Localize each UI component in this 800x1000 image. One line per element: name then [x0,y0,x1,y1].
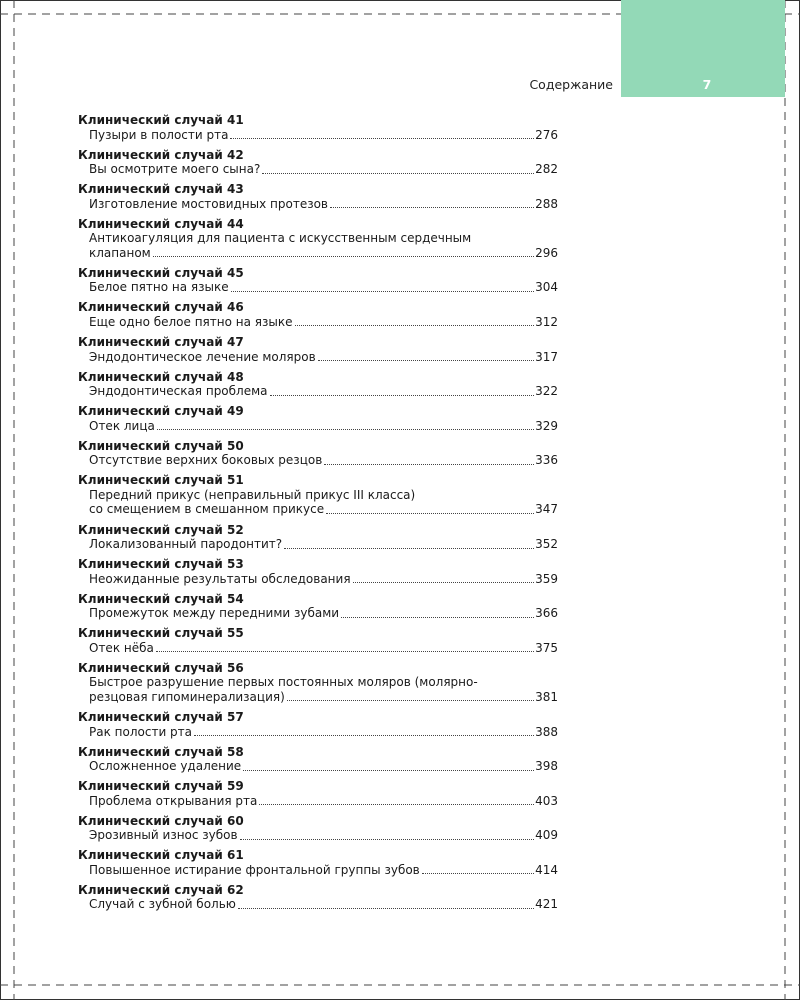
case-heading: Клинический случай 41 [78,113,244,127]
entry-title: Отек лица [89,418,155,433]
entry-page-number: 288 [535,196,558,211]
case-heading: Клинический случай 57 [78,710,244,724]
case-heading: Клинический случай 47 [78,335,244,350]
entry-page-number: 312 [535,314,558,329]
toc-entry[interactable] [78,883,558,912]
dot-leader [262,173,534,174]
case-heading: Клинический случай 44 [78,216,244,231]
entry-title: Случай с зубной болью [89,897,236,912]
entry-page-number: 421 [535,897,558,912]
case-heading: Клинический случай 52 [78,522,244,537]
entry-row [78,863,558,878]
entry-row [78,350,558,365]
toc-entry[interactable] [78,404,558,433]
page-number: 7 [702,77,712,92]
case-heading: Клинический случай 45 [78,265,244,280]
toc-entry[interactable] [78,523,558,552]
entry-page-number: 282 [535,162,558,177]
entry-page-number: 336 [535,453,558,468]
dot-leader [156,651,534,652]
entry-page-number: 304 [535,280,558,295]
case-heading: Клинический случай 60 [78,813,244,828]
entry-page-number: 409 [535,828,558,843]
entry-title: со смещением в смешанном прикусе [89,502,325,517]
toc-entry[interactable] [78,557,558,586]
entry-row [78,725,558,740]
entry-title: Проблема открывания рта [89,793,258,808]
running-header-title: Содержание [529,77,613,92]
toc-entry[interactable] [78,439,558,468]
dot-leader [287,700,534,701]
entry-row [78,759,558,774]
entry-title: Локализованный пародонтит? [89,537,283,552]
dot-leader [284,548,534,549]
dot-leader [324,464,534,465]
toc-entry[interactable] [78,473,558,517]
entry-title: Осложненное удаление [89,759,242,774]
entry-page-number: 381 [535,689,558,704]
toc-entry[interactable] [78,592,558,621]
dot-leader [243,770,534,771]
entry-page-number: 347 [535,502,558,517]
entry-row [78,606,558,621]
dot-leader [240,839,534,840]
entry-row [78,453,558,468]
entry-row [78,128,558,143]
toc-entry[interactable] [78,626,558,655]
entry-page-number: 403 [535,793,558,808]
entry-title-line: Быстрое разрушение первых постоянных моляров (молярно- [89,675,478,690]
case-heading: Клинический случай 49 [78,404,244,419]
dot-leader [341,617,534,618]
dot-leader [153,256,534,257]
case-heading: Клинический случай 50 [78,438,244,453]
entry-page-number: 296 [535,245,558,260]
dot-leader [230,138,534,139]
dot-leader [295,325,535,326]
dot-leader [326,513,534,514]
case-heading: Клинический случай 53 [78,557,244,572]
entry-page-number: 366 [535,606,558,621]
entry-title: Промежуток между передними зубами [89,606,340,621]
toc-entry[interactable] [78,182,558,211]
entry-title: Изготовление мостовидных протезов [89,196,329,211]
entry-row [78,537,558,552]
dot-leader [259,804,534,805]
toc-entry[interactable] [78,370,558,399]
entry-title: Вы осмотрите моего сына? [89,162,261,177]
toc-entry[interactable] [78,710,558,739]
entry-row [78,384,558,399]
toc-entry[interactable] [78,217,558,261]
entry-title: Эндодонтическая проблема [89,384,268,399]
entry-title-line: Передний прикус (неправильный прикус III класса) [89,487,416,502]
toc-entry[interactable] [78,335,558,364]
entry-page-number: 388 [535,724,558,739]
case-heading: Клинический случай 46 [78,300,244,315]
case-heading: Клинический случай 55 [78,626,244,641]
case-heading: Клинический случай 61 [78,848,244,863]
toc-entry[interactable] [78,848,558,877]
entry-row [78,419,558,434]
toc-entry[interactable] [78,266,558,295]
dot-leader [270,395,535,396]
entry-row [78,641,558,656]
dot-leader [157,429,534,430]
case-heading: Клинический случай 51 [78,473,244,488]
case-heading: Клинический случай 42 [78,147,244,162]
toc-entry[interactable] [78,300,558,329]
dot-leader [422,873,534,874]
entry-page-number: 322 [535,384,558,399]
entry-page-number: 317 [535,349,558,364]
dot-leader [231,291,534,292]
entry-title: Еще одно белое пятно на языке [89,314,293,329]
entry-row [78,246,558,261]
entry-page-number: 398 [535,759,558,774]
entry-row [78,502,558,517]
entry-row [78,280,558,295]
entry-row [78,794,558,809]
entry-page-number: 375 [535,640,558,655]
entry-title: Белое пятно на языке [89,280,229,295]
toc-entry[interactable] [78,814,558,843]
toc-entry[interactable] [78,779,558,808]
entry-title: клапаном [89,245,151,260]
case-heading: Клинический случай 54 [78,591,244,606]
entry-page-number: 414 [535,862,558,877]
entry-row [78,315,558,330]
entry-title: Отсутствие верхних боковых резцов [89,453,323,468]
entry-page-number: 352 [535,537,558,552]
dot-leader [238,908,534,909]
entry-title: Неожиданные результаты обследования [89,571,351,586]
entry-row [78,572,558,587]
case-heading: Клинический случай 58 [78,744,244,759]
entry-title: Пузыри в полости рта [89,127,229,142]
dot-leader [330,207,534,208]
entry-title: Эндодонтическое лечение моляров [89,349,316,364]
case-heading: Клинический случай 56 [78,660,244,675]
entry-row [78,828,558,843]
case-heading: Клинический случай 59 [78,779,244,794]
entry-row [78,197,558,212]
dot-leader [194,735,534,736]
entry-title-line: Антикоагуляция для пациента с искусственным сердечным [89,231,472,246]
toc-entry[interactable] [78,745,558,774]
toc-entry[interactable] [78,661,558,705]
entry-title: Рак полости рта [89,724,193,739]
entry-title: Повышенное истирание фронтальной группы зубов [89,862,420,877]
entry-title: Отек нёба [89,640,154,655]
entry-page-number: 276 [535,127,558,142]
entry-page-number: 329 [535,418,558,433]
dot-leader [318,360,534,361]
entry-row [78,897,558,912]
dot-leader [353,582,535,583]
entry-row [78,162,558,177]
table-of-contents [78,113,558,918]
entry-title: Эрозивный износ зубов [89,828,238,843]
case-heading: Клинический случай 62 [78,882,244,897]
toc-entry[interactable] [78,113,558,142]
entry-row [78,690,558,705]
case-heading: Клинический случай 48 [78,369,244,384]
toc-entry[interactable] [78,148,558,177]
entry-page-number: 359 [535,571,558,586]
case-heading: Клинический случай 43 [78,182,244,197]
entry-title: резцовая гипоминерализация) [89,689,285,704]
